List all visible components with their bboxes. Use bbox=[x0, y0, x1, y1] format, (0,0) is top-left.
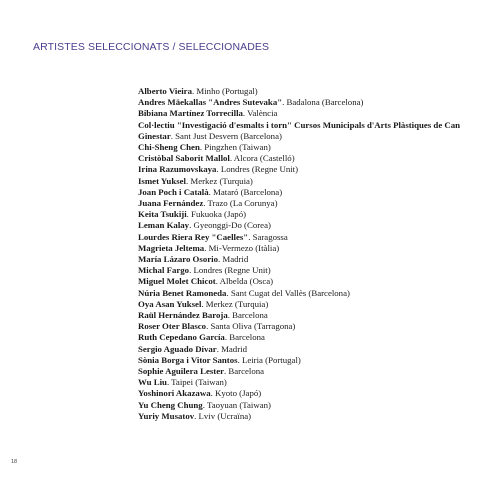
artist-location: . Saragossa bbox=[248, 231, 288, 242]
artist-location: . Lviv (Ucraïna) bbox=[194, 410, 252, 421]
list-item bbox=[138, 377, 468, 388]
artist-name: Roser Oter Blasco bbox=[138, 321, 207, 332]
artist-location: . Barcelona bbox=[227, 310, 268, 321]
artist-name: Ismet Yuksel bbox=[138, 175, 186, 186]
artist-name: Joan Poch i Català bbox=[138, 186, 209, 197]
artist-name: Bibiana Martínez Torrecilla bbox=[138, 108, 243, 119]
list-item bbox=[138, 164, 468, 175]
artist-location: . Fukuoka (Japó) bbox=[186, 209, 247, 220]
artist-name: Andres Mäekallas "Andres Sutevaka" bbox=[138, 97, 283, 108]
artist-location: . València bbox=[242, 108, 278, 119]
list-item bbox=[138, 400, 468, 411]
artist-name: Sònia Borga i Vitor Santos bbox=[138, 354, 238, 365]
list-item bbox=[138, 355, 468, 366]
list-item bbox=[138, 198, 468, 209]
list-item bbox=[138, 176, 468, 187]
artist-list bbox=[138, 86, 468, 422]
artist-location: . Londres (Regne Unit) bbox=[189, 265, 271, 276]
artist-location: . Taoyuan (Taiwan) bbox=[202, 399, 271, 410]
list-item bbox=[138, 153, 468, 164]
artist-location: . Trazo (La Corunya) bbox=[203, 198, 278, 209]
artist-location: . Sant Cugat del Vallès (Barcelona) bbox=[226, 287, 350, 298]
artist-name: Michal Fargo bbox=[138, 265, 190, 276]
artist-name: Leman Kalay bbox=[138, 220, 190, 231]
artist-location: . Albelda (Osca) bbox=[215, 276, 274, 287]
artist-location: . Sant Just Desvern (Barcelona) bbox=[170, 130, 282, 141]
artist-name: Raül Hernández Baroja bbox=[138, 310, 228, 321]
artist-location: . Minho (Portugal) bbox=[192, 86, 258, 96]
artist-name: Yuriy Musatov bbox=[138, 410, 195, 421]
artist-name: Yoshinori Akazawa bbox=[138, 388, 211, 399]
list-item bbox=[138, 332, 468, 343]
artist-name: Wu Liu bbox=[138, 377, 167, 388]
artist-location: . Mataró (Barcelona) bbox=[208, 186, 283, 197]
list-item bbox=[138, 411, 468, 422]
artist-name: Cristòbal Saborit Mallol bbox=[138, 153, 230, 164]
list-item bbox=[138, 288, 468, 299]
artist-location: . Mi-Vermezo (Itàlia) bbox=[204, 242, 280, 253]
page-number: 18 bbox=[11, 459, 18, 465]
list-item bbox=[138, 243, 468, 254]
artist-location: . Badalona (Barcelona) bbox=[282, 97, 364, 108]
artist-location: . Pingzhen (Taiwan) bbox=[199, 142, 271, 153]
list-item bbox=[138, 344, 468, 355]
artist-name: Irina Razumovskaya bbox=[138, 164, 217, 175]
page-title: ARTISTES SELECCIONATS / SELECCIONADES bbox=[33, 41, 270, 53]
artist-name: Núria Benet Ramoneda bbox=[138, 287, 227, 298]
list-item bbox=[138, 187, 468, 198]
artist-location: . Madrid bbox=[216, 343, 247, 354]
list-item bbox=[138, 388, 468, 399]
artist-location: . Leiria (Portugal) bbox=[237, 354, 301, 365]
list-item bbox=[138, 86, 468, 97]
list-item bbox=[138, 142, 468, 153]
artist-name: Alberto Vieira bbox=[138, 86, 192, 96]
artist-name: Chi-Sheng Chen bbox=[138, 142, 200, 153]
artist-location: . Santa Oliva (Tarragona) bbox=[206, 321, 296, 332]
list-item bbox=[138, 209, 468, 220]
artist-location: . Madrid bbox=[217, 254, 249, 265]
artist-location: . Merkez (Turquia) bbox=[201, 298, 269, 309]
artist-name: Juana Fernández bbox=[138, 198, 204, 209]
list-item bbox=[138, 366, 468, 377]
list-item bbox=[138, 321, 468, 332]
artist-location: . Barcelona bbox=[224, 332, 265, 343]
list-item bbox=[138, 232, 468, 243]
list-item bbox=[138, 310, 468, 321]
artist-location: . Gyeonggi-Do (Corea) bbox=[189, 220, 271, 231]
artist-name: Col·lectiu "Investigació d'esmalts i torn" Cursos Municipals d'Arts Plàstiques de Can Ginestar bbox=[138, 119, 461, 141]
artist-name: Keita Tsukiji bbox=[138, 209, 187, 220]
list-item bbox=[138, 220, 468, 231]
artist-location: . Kyoto (Japó) bbox=[210, 388, 262, 399]
artist-name: Yu Cheng Chung bbox=[138, 399, 203, 410]
artist-name: Miguel Molet Chicot bbox=[138, 276, 216, 287]
artist-location: . Taipei (Taiwan) bbox=[166, 377, 227, 388]
list-item bbox=[138, 299, 468, 310]
artist-name: Ruth Cepedano García bbox=[138, 332, 225, 343]
artist-name: Sergio Aguado Dívar bbox=[138, 343, 217, 354]
artist-name: Lourdes Riera Rey "Caelles" bbox=[138, 231, 249, 242]
artist-location: . Merkez (Turquia) bbox=[185, 175, 253, 186]
artist-name: María Lázaro Osorio bbox=[138, 254, 218, 265]
artist-location: . Londres (Regne Unit) bbox=[216, 164, 299, 175]
list-item bbox=[138, 97, 468, 108]
artist-location: . Barcelona bbox=[224, 366, 265, 377]
artist-name: Magrieta Jeltema bbox=[138, 242, 205, 253]
list-item bbox=[138, 108, 468, 119]
artist-location: . Alcora (Castelló) bbox=[229, 153, 295, 164]
artist-name: Sophie Aguilera Lester bbox=[138, 366, 225, 377]
list-item bbox=[138, 120, 468, 142]
list-item bbox=[138, 265, 468, 276]
list-item bbox=[138, 276, 468, 287]
artist-name: Oya Asan Yuksel bbox=[138, 298, 202, 309]
list-item bbox=[138, 254, 468, 265]
